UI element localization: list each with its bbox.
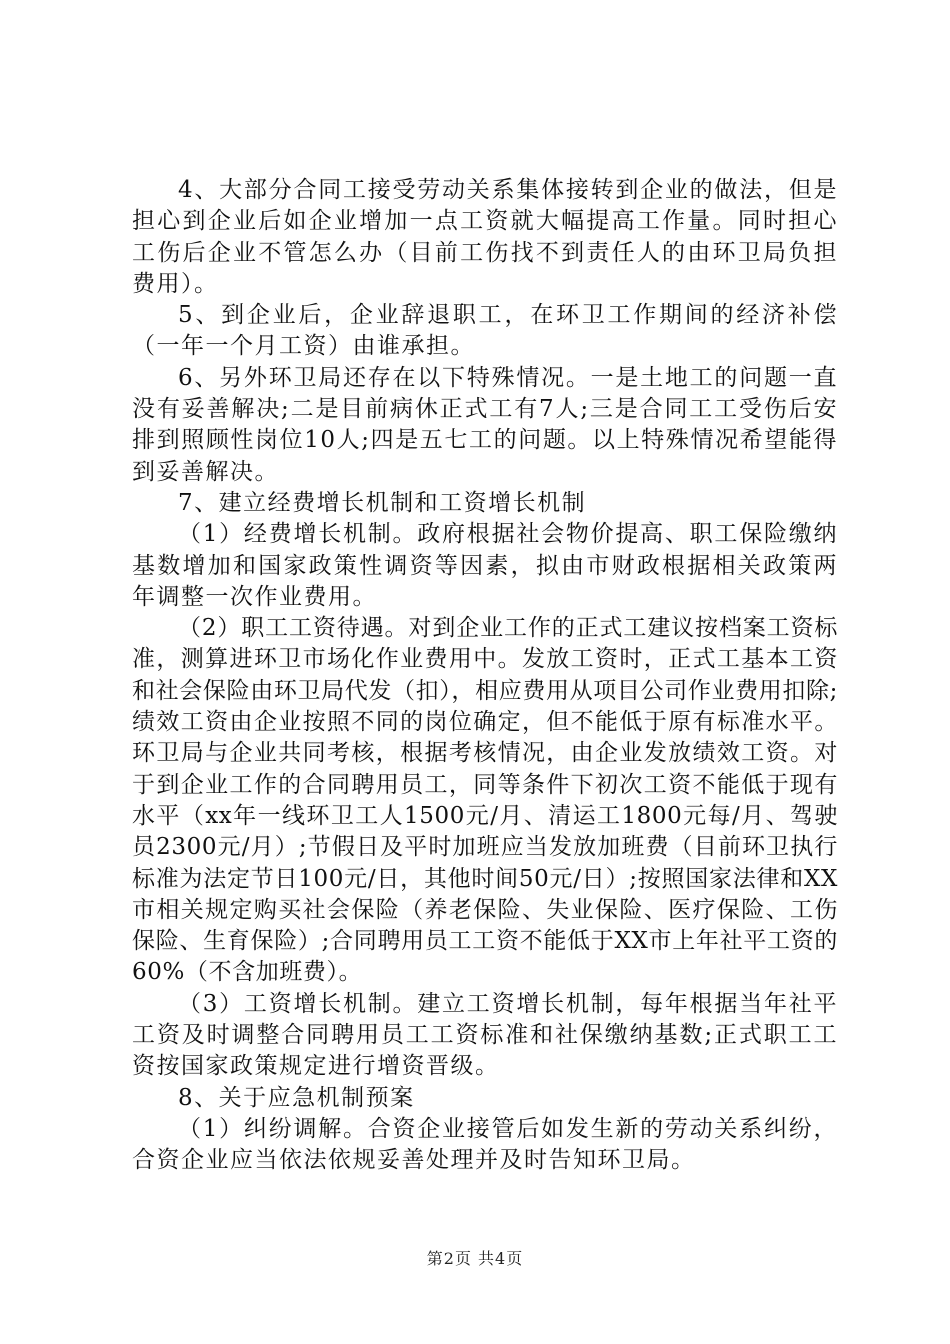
paragraph-item-5: 5、到企业后，企业辞退职工，在环卫工作期间的经济补偿（一年一个月工资）由谁承担。 (132, 302, 838, 360)
subparagraph-dispute-mediation: （1）纠纷调解。合资企业接管后如发生新的劳动关系纠纷，合资企业应当依法依规妥善处理并及时告知环卫局。 (132, 1115, 838, 1174)
subparagraph-funding-growth: （1）经费增长机制。政府根据社会物价提高、职工保险缴纳基数增加和国家政策性调资等因素，拟由市财政根据相关政策两年调整一次作业费用。 (132, 521, 838, 610)
paragraph-item-6: 6、另外环卫局还存在以下特殊情况。一是土地工的问题一直没有妥善解决;二是目前病休正式工有7人;三是合同工工受伤后安排到照顾性岗位10人;四是五七工的问题。以上特殊情况希望能得到妥善解决。 (132, 364, 838, 485)
section-heading-7: 7、建立经费增长机制和工资增长机制 (178, 489, 587, 516)
subparagraph-wage-growth: （3）工资增长机制。建立工资增长机制，每年根据当年社平工资及时调整合同聘用员工工资标准和社保缴纳基数;正式职工工资按国家政策规定进行增资晋级。 (132, 990, 838, 1080)
section-heading-8: 8、关于应急机制预案 (178, 1084, 415, 1111)
subparagraph-wage-treatment: （2）职工工资待遇。对到企业工作的正式工建议按档案工资标准，测算进环卫市场化作业费用中。发放工资时，正式工基本工资和社会保险由环卫局代发（扣），相应费用从项目公司作业费用扣除;绩效工资由企业按照不同的岗位确定，但不能低于原有标准水平。环卫局与企业共同考核，根据考核情况，由企业发放绩效工资。对于到企业工作的合同聘用员工，同等条件下初次工资不能低于现有水平（xx年一线环卫工人1500元/月、清运工1800元每/月、驾驶员2300元/月）;节假日及平时加班应当发放加班费（目前环卫执行标准为法定节日100元/日，其他时间50元/日）;按照国家法律和XX市相关规定购买社会保险（养老保险、失业保险、医疗保险、工伤保险、生育保险）;合同聘用员工工资不能低于XX市上年社平工资的60%（不含加班费）。 (132, 615, 838, 986)
page-number-footer: 第2页 共4页 (426, 1249, 524, 1268)
document-body (132, 175, 838, 1177)
paragraph-item-4: 4、大部分合同工接受劳动关系集体接转到企业的做法，但是担心到企业后如企业增加一点工资就大幅提高工作量。同时担心工伤后企业不管怎么办（目前工伤找不到责任人的由环卫局负担费用）。 (132, 177, 838, 297)
